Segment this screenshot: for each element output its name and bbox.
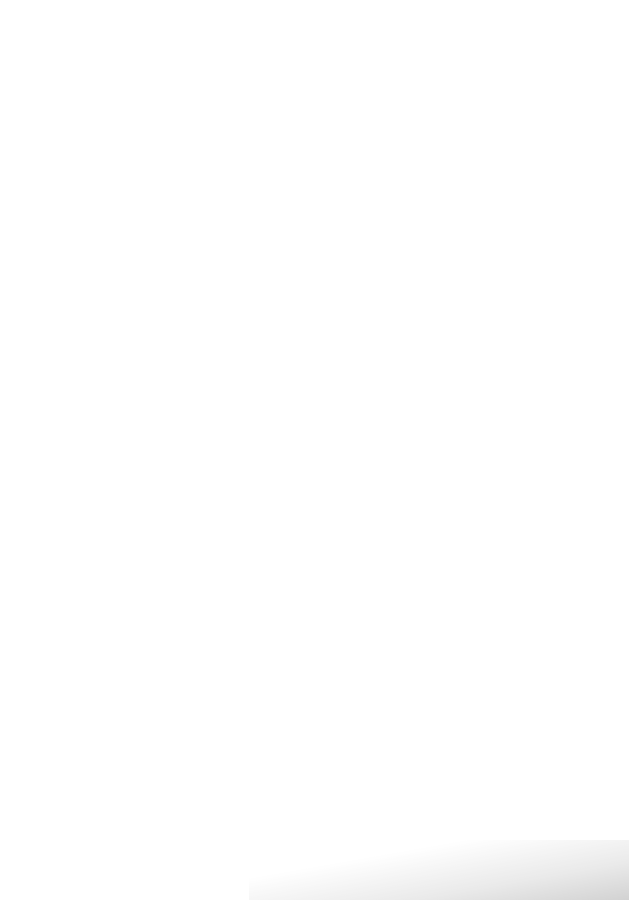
page-shadow <box>249 840 629 900</box>
